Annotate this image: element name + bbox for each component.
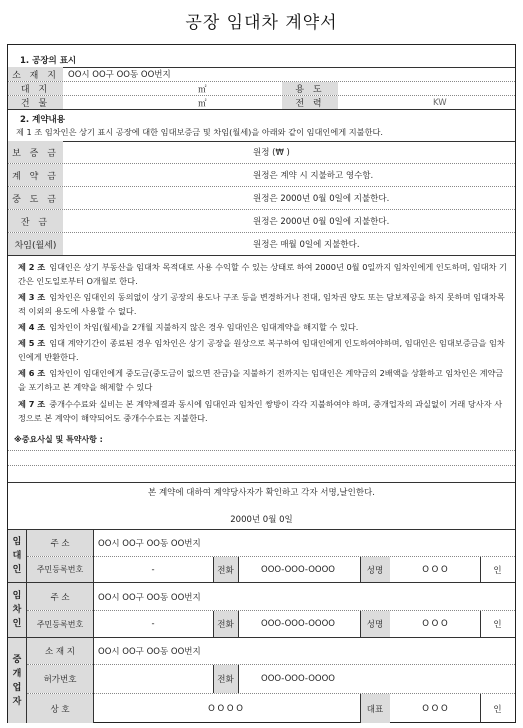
broker-company-value: O O O O: [208, 703, 243, 714]
contract-label: 계 약 금: [8, 164, 63, 186]
middle-label: 중 도 금: [8, 187, 63, 209]
building-unit: ㎡: [198, 98, 207, 109]
contract-row: [8, 164, 515, 186]
lessee-address-label: 주 소: [27, 583, 93, 610]
use-label: 용 도: [282, 82, 338, 95]
middle-row: [8, 187, 515, 209]
lessee-phone-label: 전화: [213, 611, 238, 637]
rent-label: 차임(월세): [8, 233, 63, 255]
balance-row: [8, 210, 515, 232]
lessor-side-label: 임 대 인: [8, 530, 26, 582]
lessor-phone-value: OOO-OOO-OOOO: [261, 564, 335, 575]
balance-value: 원정은 2000년 0월 0일에 지불한다.: [253, 217, 390, 227]
lessor-seal: 인: [493, 565, 502, 576]
broker-rep-value: O O O: [422, 703, 448, 714]
confirm-text: 본 계약에 대하여 계약당사자가 확인하고 각자 서명,날인한다.: [148, 488, 375, 498]
balance-label: 잔 금: [8, 210, 63, 232]
building-label: 건 물: [8, 96, 63, 109]
broker-location-label: 소 재 지: [27, 638, 93, 664]
location-row: [8, 67, 515, 81]
contract-value: 원정은 계약 시 지불하고 영수함.: [253, 171, 374, 181]
power-unit: KW: [433, 97, 447, 108]
power-label: 전 력: [282, 96, 338, 109]
contract-date: 2000년 0월 0일: [230, 515, 293, 525]
middle-value: 원정은 2000년 0월 0일에 지불한다.: [253, 194, 390, 204]
broker-license-label: 허가번호: [27, 665, 93, 693]
lessee-side-label: 임 차 인: [8, 583, 26, 637]
land-label: 대 지: [8, 82, 63, 95]
clause-6: 제 6 조 임차인이 임대인에게 중도금(중도금이 없으면 잔금)을 지불하기 전까지는 임대인은 계약금의 2배액을 상환하고 임차인은 계약금을 포기하고 본 계약을 해제할 수 있다: [18, 368, 504, 392]
broker-company-label: 상 호: [27, 694, 93, 723]
clause-7: 제 7 조 중개수수료와 실비는 본 계약체결과 동시에 임대인과 임차인 쌍방이 각각 지불하여야 하며, 중개업자의 과실없이 거래 당사자 사정으로 본 계약이 해약되어도 중개수수료는 지불한다.: [18, 399, 503, 423]
clause-2: 제 2 조 임대인은 상기 부동산을 임대차 목적대로 사용 수익할 수 있는 상태로 하여 2000년 0월 0일까지 임차인에게 인도하며, 임대차 기간은 인도일로부터 O개월로 한다.: [18, 262, 507, 286]
location-label: 소 재 지: [8, 67, 63, 81]
broker-phone-value: OOO-OOO-OOOO: [261, 674, 335, 684]
section1-heading: 1. 공장의 표시: [20, 56, 77, 66]
lessor-id-label: 주민등록번호: [27, 557, 93, 582]
lessee-name-value: O O O: [422, 619, 448, 629]
lessee-id-label: 주민등록번호: [27, 611, 93, 637]
land-unit: ㎡: [198, 84, 207, 95]
lessor-phone-label: 전화: [213, 557, 238, 582]
lessee-name-label: 성명: [360, 611, 390, 637]
clause-5: 제 5 조 임대 계약기간이 종료된 경우 임차인은 상기 공장을 원상으로 복구하여 임대인에게 인도하여야하며, 임대인은 임대보증금을 임차인에게 반환한다.: [18, 338, 505, 362]
clause-1: 제 1 조 임차인은 상기 표시 공장에 대한 임대보증금 및 차임(월세)을 아래와 같이 임대인에게 지불한다.: [16, 127, 384, 137]
contract-form: [7, 44, 516, 723]
document-title: 공장 임대차 계약서: [185, 13, 338, 33]
clause-3: 제 3 조 임차인은 임대인의 동의없이 상기 공장의 용도나 구조 등을 변경하거나 전대, 임차권 양도 또는 담보제공을 하지 못하며 임대차목적 이외의 용도에 사용할 수 없다.: [18, 292, 505, 316]
broker-location-value: OO시 OO구 OO동 OO번지: [98, 647, 201, 657]
lessor-name-value: O O O: [422, 564, 448, 575]
broker-side-label: 중 개 업 자: [8, 638, 26, 723]
lessee-address-value: OO시 OO구 OO동 OO번지: [98, 592, 201, 603]
location-value: OO시 OO구 OO동 OO번지: [68, 70, 171, 80]
deposit-label: 보 증 금: [8, 141, 63, 163]
broker-seal: 인: [493, 704, 502, 715]
lessor-address-value: OO시 OO구 OO동 OO번지: [98, 539, 201, 549]
special-terms-label: ※중요사실 및 특약사항 :: [14, 435, 103, 444]
rent-row: [8, 233, 515, 255]
section2-heading: 2. 계약내용: [20, 115, 65, 125]
broker-phone-label: 전화: [213, 665, 238, 693]
lessee-seal: 인: [493, 620, 502, 630]
deposit-row: [8, 141, 515, 163]
land-row: [8, 82, 515, 95]
deposit-value: 원정 (₩ ): [253, 148, 290, 158]
lessor-id-value: -: [151, 564, 155, 575]
rent-value: 원정은 매월 0일에 지불한다.: [253, 240, 360, 250]
clause-4: 제 4 조 임차인이 차임(월세)을 2개월 지불하지 않은 경우 임대인은 임대계약을 해지할 수 있다.: [18, 322, 359, 332]
lessor-address-label: 주 소: [27, 530, 93, 556]
broker-rep-label: 대표: [360, 694, 390, 723]
lessee-id-value: -: [151, 619, 155, 629]
lessee-phone-value: OOO-OOO-OOOO: [261, 619, 335, 629]
lessor-name-label: 성명: [360, 557, 390, 582]
building-row: [8, 96, 515, 109]
